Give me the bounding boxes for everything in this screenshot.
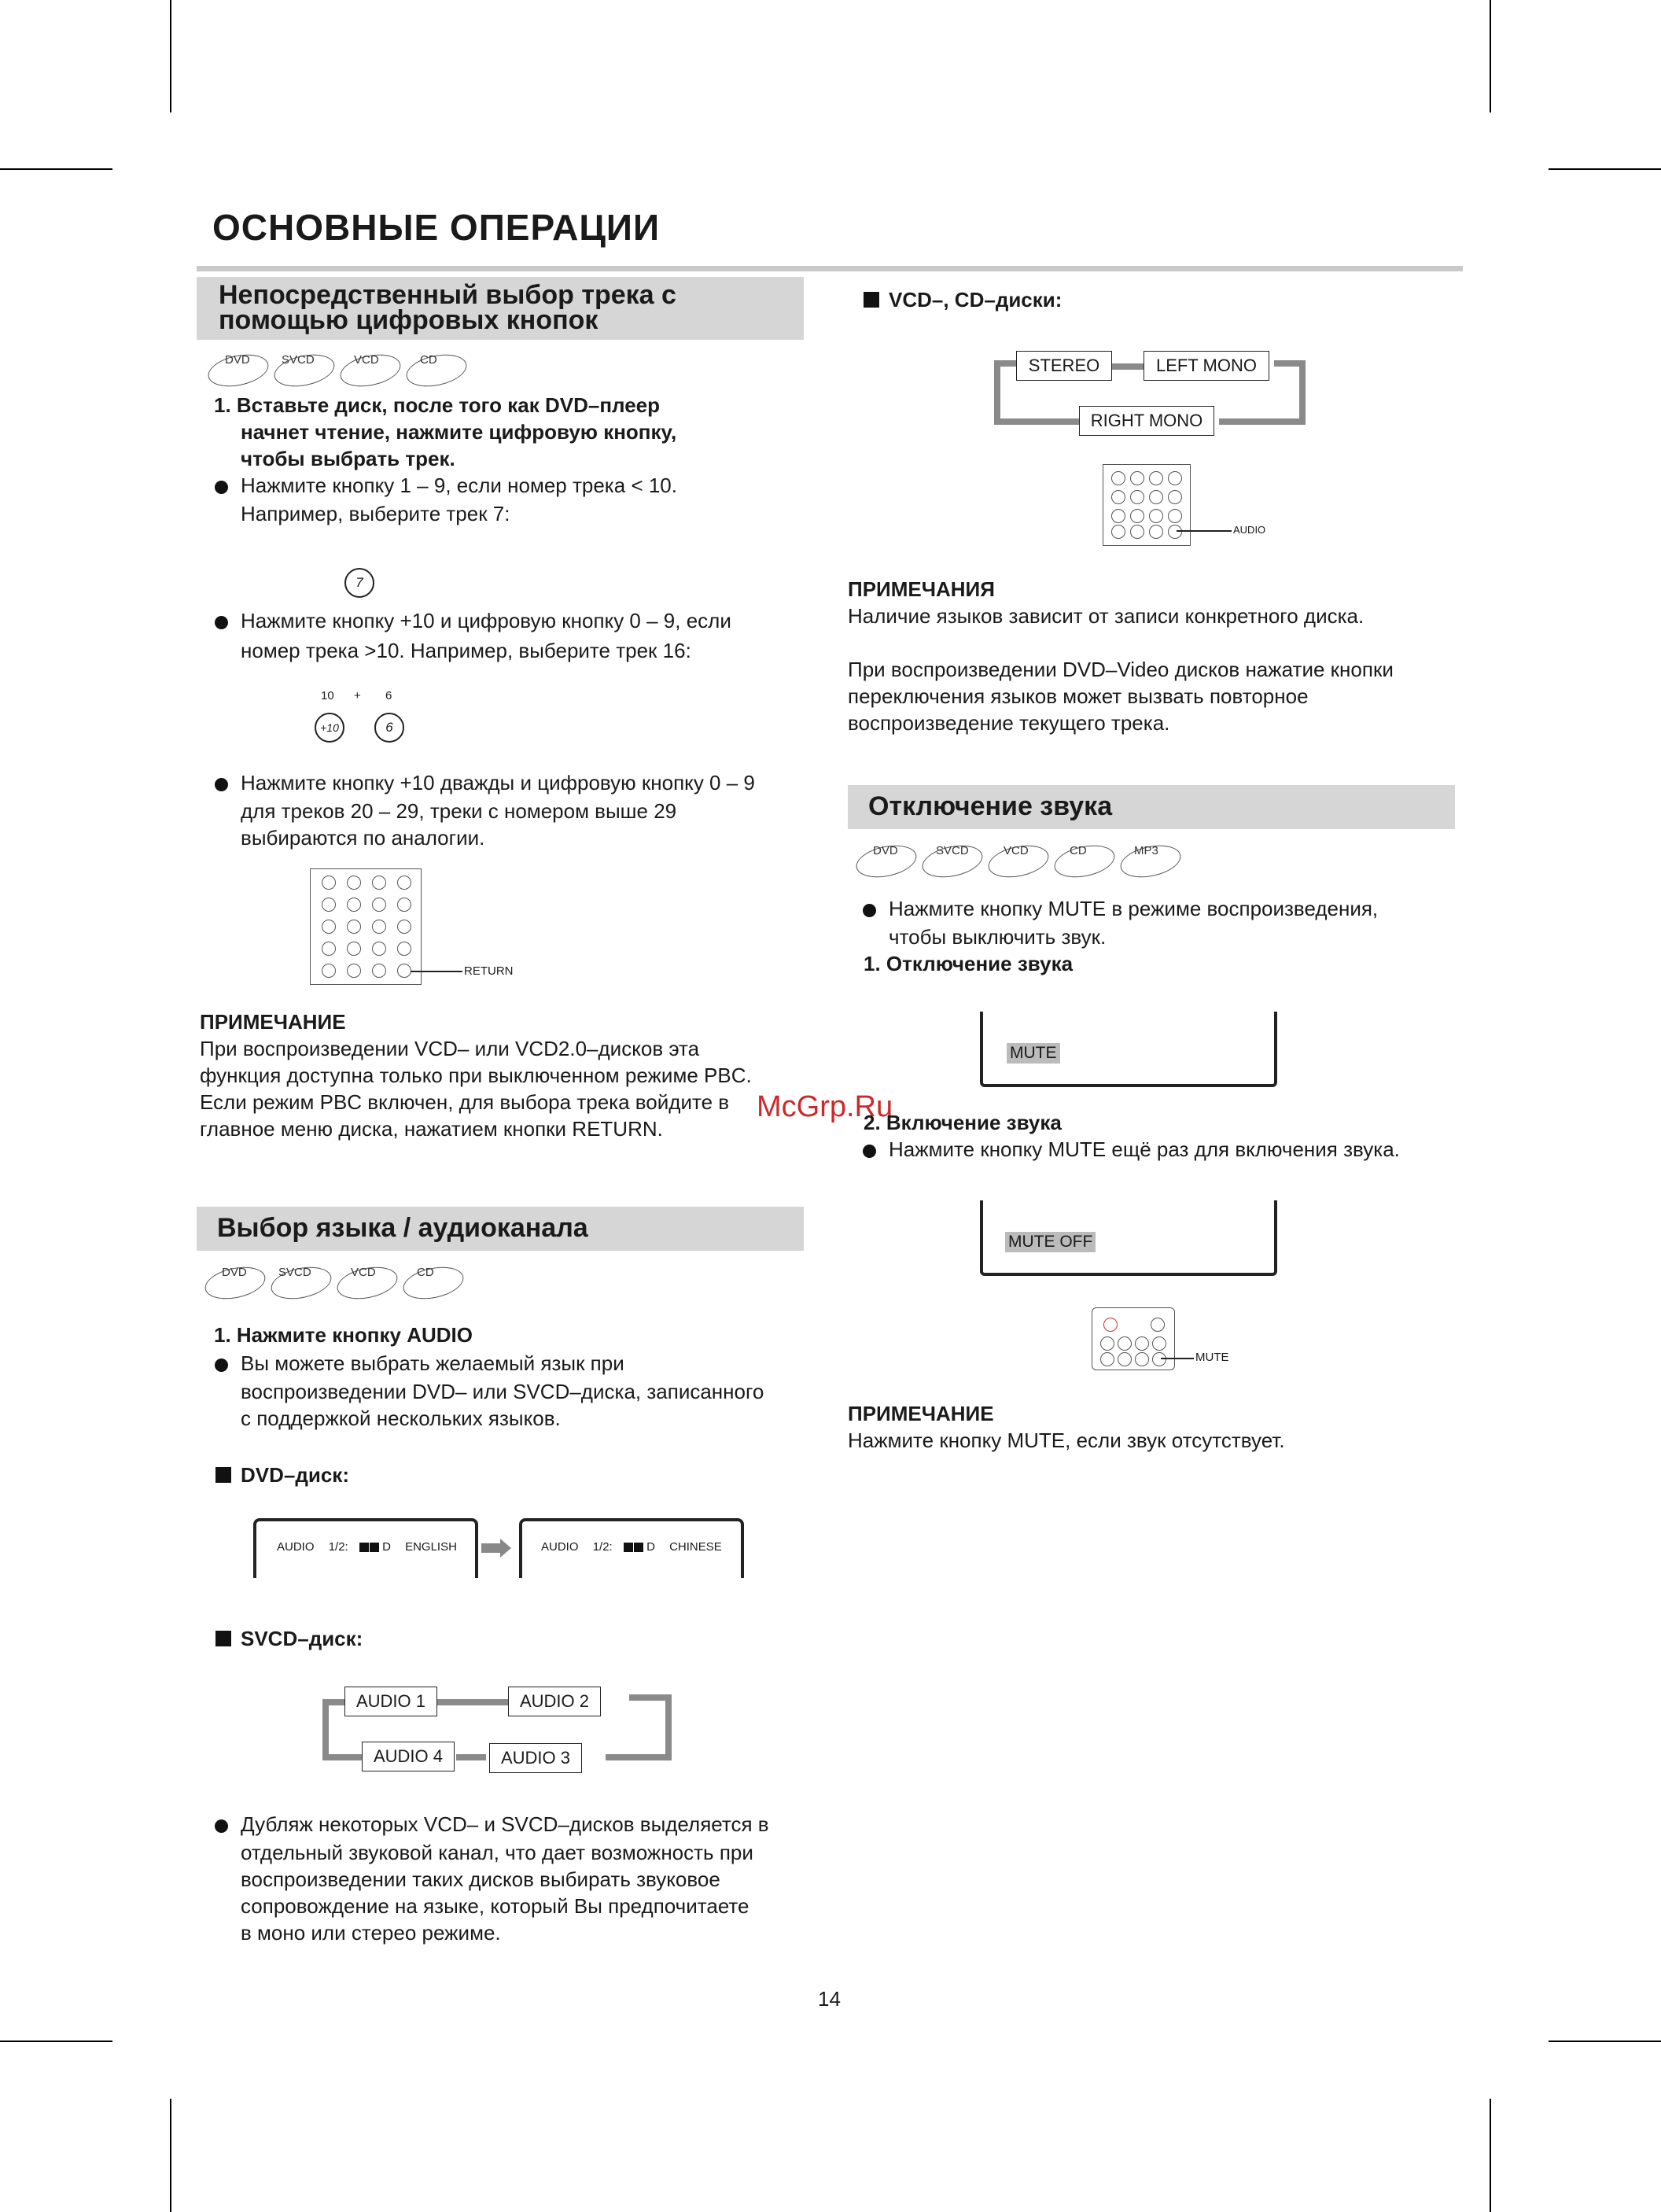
flow-line bbox=[1219, 418, 1306, 425]
dolby-icon bbox=[634, 1543, 643, 1552]
button-7-icon: 7 bbox=[344, 568, 374, 598]
flow-line bbox=[1110, 363, 1144, 370]
flow-line bbox=[1274, 360, 1306, 367]
osd-codec: D bbox=[382, 1540, 391, 1554]
flow-line bbox=[665, 1694, 672, 1760]
note-text: Наличие языков зависит от записи конкретного диска. bbox=[848, 604, 1365, 628]
pointer-line bbox=[411, 971, 462, 972]
remote-label: MUTE bbox=[1195, 1351, 1229, 1364]
disc-label: VCD bbox=[1004, 844, 1029, 857]
osd-row bbox=[541, 1540, 722, 1554]
flow-line bbox=[322, 1699, 346, 1705]
remote-label: RETURN bbox=[464, 964, 514, 978]
flow-line bbox=[994, 418, 1081, 425]
flow-box: AUDIO 1 bbox=[344, 1687, 437, 1716]
crop-mark bbox=[1549, 168, 1661, 170]
disc-label: VCD bbox=[351, 1266, 376, 1279]
page-number: 14 bbox=[818, 1987, 841, 2011]
note-text: Если режим PBC включен, для выбора трека войдите в bbox=[200, 1090, 730, 1114]
flow-line bbox=[629, 1694, 670, 1701]
disc-label: CD bbox=[420, 353, 437, 367]
title-rule bbox=[197, 266, 1463, 271]
body-text: отдельный звуковой канал, что дает возможность при bbox=[241, 1841, 753, 1864]
pointer-line bbox=[1161, 1358, 1194, 1359]
bullet-text: Нажмите кнопку 1 – 9, если номер трека < 10. bbox=[241, 474, 677, 497]
body-text: сопровождение на языке, который Вы предпочитаете bbox=[241, 1894, 749, 1918]
note-text: При воспроизведении VCD– или VCD2.0–дисков эта bbox=[200, 1037, 700, 1060]
disc-label: DVD bbox=[873, 844, 898, 857]
note-text: воспроизведение текущего трека. bbox=[848, 711, 1170, 735]
osd-lang: CHINESE bbox=[669, 1540, 722, 1554]
step-text: 1. Вставьте диск, после того как DVD–плеер bbox=[214, 393, 661, 417]
crop-mark bbox=[1490, 0, 1491, 112]
bullet-text: Нажмите кнопку MUTE в режиме воспроизведения, bbox=[889, 897, 1379, 920]
osd-track: 1/2: bbox=[328, 1540, 348, 1554]
osd-track: 1/2: bbox=[592, 1540, 613, 1554]
flow-line bbox=[322, 1699, 329, 1760]
flow-line bbox=[456, 1754, 486, 1760]
note-text: переключения языков может вызвать повторное bbox=[848, 684, 1309, 708]
note-text: функция доступна только при выключенном режиме PBC. bbox=[200, 1064, 752, 1087]
bullet-text: Нажмите кнопку MUTE ещё раз для включения звука. bbox=[889, 1137, 1400, 1161]
digit-label: 10 bbox=[321, 689, 334, 702]
dolby-icon bbox=[624, 1543, 633, 1552]
plus-label: + bbox=[354, 689, 361, 702]
subheading: DVD–диск: bbox=[241, 1463, 349, 1487]
osd-audio: AUDIO bbox=[277, 1540, 315, 1554]
note-title: ПРИМЕЧАНИЯ bbox=[848, 577, 995, 601]
bullet-text: Нажмите кнопку +10 дважды и цифровую кнопку 0 – 9 bbox=[241, 771, 755, 794]
flow-box: LEFT MONO bbox=[1144, 351, 1269, 381]
section-heading: Непосредственный выбор трека с bbox=[219, 280, 676, 310]
body-text: номер трека >10. Например, выберите трек 16: bbox=[241, 639, 691, 662]
osd-codec: D bbox=[646, 1540, 655, 1554]
section-heading: Отключение звука bbox=[868, 791, 1113, 821]
body-text: с поддержкой нескольких языков. bbox=[241, 1406, 561, 1430]
button-plus10-icon: +10 bbox=[315, 713, 344, 743]
crop-mark bbox=[1490, 2099, 1491, 2212]
disc-label: DVD bbox=[222, 1266, 247, 1279]
section-heading: помощью цифровых кнопок bbox=[219, 305, 598, 335]
disc-label: SVCD bbox=[278, 1266, 311, 1279]
osd-mute-off: MUTE OFF bbox=[1005, 1232, 1096, 1252]
arrow-right-icon bbox=[481, 1543, 502, 1553]
step-text: начнет чтение, нажмите цифровую кнопку, bbox=[241, 420, 677, 444]
step-text: 2. Включение звука bbox=[864, 1111, 1062, 1134]
body-text: воспроизведении таких дисков выбирать звуковое bbox=[241, 1867, 720, 1891]
osd-audio: AUDIO bbox=[541, 1540, 579, 1554]
crop-mark bbox=[0, 2041, 112, 2042]
bullet-text: Нажмите кнопку +10 и цифровую кнопку 0 – 9, если bbox=[241, 609, 731, 632]
body-text: Например, выберите трек 7: bbox=[241, 502, 510, 525]
remote-keypad-icon bbox=[310, 868, 422, 985]
flow-line bbox=[322, 1754, 362, 1760]
flow-box: STEREO bbox=[1016, 351, 1112, 381]
disc-label: MP3 bbox=[1134, 844, 1158, 857]
body-text: чтобы выключить звук. bbox=[889, 925, 1107, 949]
remote-keypad-icon bbox=[1103, 464, 1191, 546]
remote-keypad-icon bbox=[1092, 1307, 1175, 1370]
dolby-icon bbox=[370, 1543, 379, 1552]
disc-label: SVCD bbox=[282, 353, 315, 367]
button-6-icon: 6 bbox=[374, 713, 404, 743]
crop-mark bbox=[1549, 2041, 1661, 2042]
watermark: McGrp.Ru bbox=[757, 1090, 893, 1123]
flow-line bbox=[994, 360, 1000, 425]
step-text: 1. Отключение звука bbox=[864, 952, 1074, 975]
flow-line bbox=[437, 1699, 508, 1705]
osd-row bbox=[277, 1540, 457, 1554]
flow-box: AUDIO 2 bbox=[508, 1687, 601, 1716]
flow-line bbox=[994, 360, 1018, 367]
body-text: выбираются по аналогии. bbox=[241, 826, 485, 850]
bullet-text: Вы можете выбрать желаемый язык при bbox=[241, 1351, 624, 1375]
pointer-line bbox=[1177, 530, 1232, 532]
flow-box: RIGHT MONO bbox=[1079, 406, 1214, 436]
disc-label: SVCD bbox=[936, 844, 969, 857]
digit-label: 6 bbox=[385, 689, 392, 702]
remote-label: AUDIO bbox=[1233, 524, 1266, 536]
disc-label: CD bbox=[1070, 844, 1087, 857]
subheading: VCD–, CD–диски: bbox=[889, 288, 1063, 312]
crop-mark bbox=[0, 168, 112, 170]
flow-line bbox=[1299, 360, 1306, 425]
note-text: главное меню диска, нажатием кнопки RETURN. bbox=[200, 1117, 663, 1141]
page-title: ОСНОВНЫЕ ОПЕРАЦИИ bbox=[212, 207, 661, 248]
note-title: ПРИМЕЧАНИЕ bbox=[848, 1402, 994, 1425]
section-heading: Выбор языка / аудиоканала bbox=[217, 1213, 588, 1243]
crop-mark bbox=[170, 0, 171, 112]
flow-line bbox=[606, 1754, 672, 1760]
disc-label: DVD bbox=[225, 353, 250, 367]
crop-mark bbox=[170, 2099, 171, 2212]
flow-box: AUDIO 3 bbox=[489, 1743, 582, 1773]
note-text: При воспроизведении DVD–Video дисков нажатие кнопки bbox=[848, 658, 1394, 681]
step-text: чтобы выбрать трек. bbox=[241, 447, 455, 470]
flow-box: AUDIO 4 bbox=[362, 1742, 455, 1771]
dolby-icon bbox=[359, 1543, 369, 1552]
body-text: воспроизведении DVD– или SVCD–диска, записанного bbox=[241, 1380, 764, 1403]
subheading: SVCD–диск: bbox=[241, 1627, 363, 1650]
note-text: Нажмите кнопку MUTE, если звук отсутствует. bbox=[848, 1429, 1285, 1452]
osd-lang: ENGLISH bbox=[405, 1540, 457, 1554]
disc-label: CD bbox=[417, 1266, 434, 1279]
osd-mute: MUTE bbox=[1007, 1043, 1060, 1064]
arrow-right-icon bbox=[500, 1539, 511, 1558]
note-title: ПРИМЕЧАНИЕ bbox=[200, 1010, 346, 1034]
body-text: для треков 20 – 29, треки с номером выше 29 bbox=[241, 799, 677, 823]
disc-label: VCD bbox=[354, 353, 379, 367]
body-text: в моно или стерео режиме. bbox=[241, 1921, 501, 1945]
bullet-text: Дубляж некоторых VCD– и SVCD–дисков выделяется в bbox=[241, 1812, 769, 1836]
step-text: 1. Нажмите кнопку AUDIO bbox=[214, 1323, 473, 1347]
